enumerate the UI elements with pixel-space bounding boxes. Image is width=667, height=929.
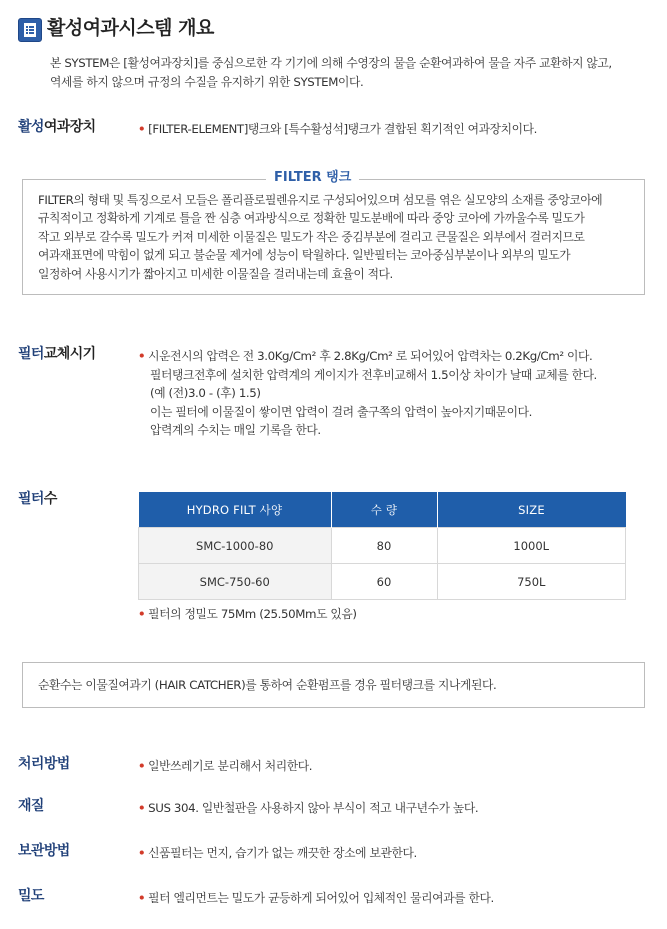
- table-cell-size: 1000L: [437, 528, 626, 564]
- filter-tank-line: 작고 외부로 갈수록 밀도가 커져 미세한 이물질은 밀도가 작은 중김부분에 걸리고 큰물질은 외부에서 걸러지므로: [38, 229, 585, 244]
- section-heading-replace: [18, 344, 96, 364]
- heading-suffix: 방법: [43, 756, 70, 772]
- section-heading-disposal: [18, 754, 70, 774]
- table-row: [139, 528, 626, 564]
- page-title: 활성여과시스템 개요: [47, 17, 214, 39]
- document-list-icon: [18, 18, 42, 42]
- storage-text: 신품필터는 먼지, 습기가 없는 깨끗한 장소에 보관한다.: [148, 846, 417, 860]
- bullet-icon: •: [138, 122, 146, 136]
- filter-precision-note: [138, 605, 357, 624]
- bullet-icon: •: [138, 759, 146, 773]
- material-text: SUS 304. 일반철판을 사용하지 않아 부식이 적고 내구년수가 높다.: [148, 801, 479, 815]
- replace-line: 압력계의 수치는 매일 기록을 한다.: [150, 423, 321, 437]
- heading-suffix: 여과장치: [43, 119, 96, 135]
- table-cell-quantity: 80: [331, 528, 437, 564]
- heading-suffix: 수: [43, 491, 57, 507]
- filter-spec-table: [138, 492, 626, 600]
- intro-line: 역세를 하지 않으며 규정의 수질을 유지하기 위한 SYSTEM이다.: [50, 74, 364, 89]
- heading-suffix: 교체시기: [43, 346, 96, 362]
- replace-description: [138, 347, 597, 440]
- table-header-row: [139, 492, 626, 528]
- column-header-quantity: 수 량: [331, 492, 437, 528]
- replace-line: (예 (전)3.0 - (후) 1.5): [150, 386, 261, 400]
- density-text: 필터 엘리먼트는 밀도가 균등하게 되어있어 입체적인 물리여과를 한다.: [148, 891, 494, 905]
- section-heading-density: [18, 886, 44, 906]
- filter-tank-line: 일정하여 사용시기가 짧아지고 미세한 이물질을 걸러내는데 효율이 적다.: [38, 266, 393, 281]
- section-heading-device: [18, 117, 96, 137]
- density-description: [138, 889, 494, 908]
- circulation-text: 순환수는 이물질여과기 (HAIR CATCHER)를 통하여 순환펌프를 경유 필터탱크를 지나게된다.: [38, 678, 497, 692]
- table-cell-quantity: 60: [331, 564, 437, 600]
- replace-line: 필터탱크전후에 설치한 압력계의 게이지가 전후비교해서 1.5이상 차이가 날때 교체를 한다.: [150, 367, 597, 382]
- section-heading-storage: [18, 841, 70, 861]
- heading-prefix: 처리: [18, 756, 44, 772]
- bullet-icon: •: [138, 846, 146, 860]
- bullet-icon: •: [138, 891, 146, 905]
- filter-tank-line: FILTER의 형태 및 특징으로서 모들은 폴리플로필렌유지로 구성되어있으며 섬모를 엮은 실모양의 소재를 중앙코아에: [38, 193, 603, 207]
- section-heading-material: [18, 796, 44, 816]
- replace-text: 시운전시의 압력은 전 3.0Kg/Cm² 후 2.8Kg/Cm² 로 되어있어 압력차는 0.2Kg/Cm² 이다.: [148, 349, 593, 363]
- filter-tank-line: 여과재표면에 막힘이 없게 되고 불순물 제거에 성능이 탁월하다. 일반필터는 코아중심부분이나 외부의 밀도가: [38, 248, 571, 263]
- note-text: 필터의 정밀도 75Mm (25.50Mm도 있음): [148, 607, 357, 621]
- heading-prefix: 밀도: [18, 888, 44, 904]
- heading-prefix: 필터: [18, 491, 44, 507]
- bullet-icon: •: [138, 801, 146, 815]
- disposal-description: [138, 757, 312, 776]
- device-description: [138, 120, 537, 139]
- heading-suffix: 방법: [43, 843, 70, 859]
- table-cell-spec: SMC-1000-80: [139, 528, 332, 564]
- heading-prefix: 재질: [18, 798, 44, 814]
- intro-paragraph: [50, 54, 650, 91]
- column-header-spec: HYDRO FILT 사양: [139, 492, 332, 528]
- column-header-size: SIZE: [437, 492, 626, 528]
- table-cell-size: 750L: [437, 564, 626, 600]
- heading-prefix: 활성: [18, 119, 44, 135]
- filter-tank-description: [38, 191, 638, 283]
- device-text: [FILTER-ELEMENT]탱크와 [특수활성석]탱크가 결합된 획기적인 여과장치이다.: [148, 122, 537, 136]
- section-heading-count: [18, 489, 57, 509]
- storage-description: [138, 844, 417, 863]
- heading-prefix: 보관: [18, 843, 44, 859]
- filter-tank-title: FILTER 탱크: [266, 168, 359, 188]
- bullet-icon: •: [138, 349, 146, 363]
- table-cell-spec: SMC-750-60: [139, 564, 332, 600]
- material-description: [138, 799, 478, 818]
- heading-prefix: 필터: [18, 346, 44, 362]
- table-row: [139, 564, 626, 600]
- disposal-text: 일반쓰레기로 분리해서 처리한다.: [148, 759, 313, 773]
- filter-tank-line: 규칙적이고 정확하게 기계로 틀을 짠 심층 여과방식으로 정확한 밀도분배에 따라 중앙 코아에 가까울수록 밀도가: [38, 211, 585, 226]
- intro-line: 본 SYSTEM은 [활성여과장치]를 중심으로한 각 기기에 의해 수영장의 물을 순환여과하여 물을 자주 교환하지 않고,: [50, 56, 612, 70]
- replace-first-line: [138, 347, 597, 366]
- bullet-icon: •: [138, 607, 146, 621]
- replace-line: 이는 필터에 이물질이 쌓이면 압력이 걸려 출구쪽의 압력이 높아지기때문이다.: [150, 404, 533, 419]
